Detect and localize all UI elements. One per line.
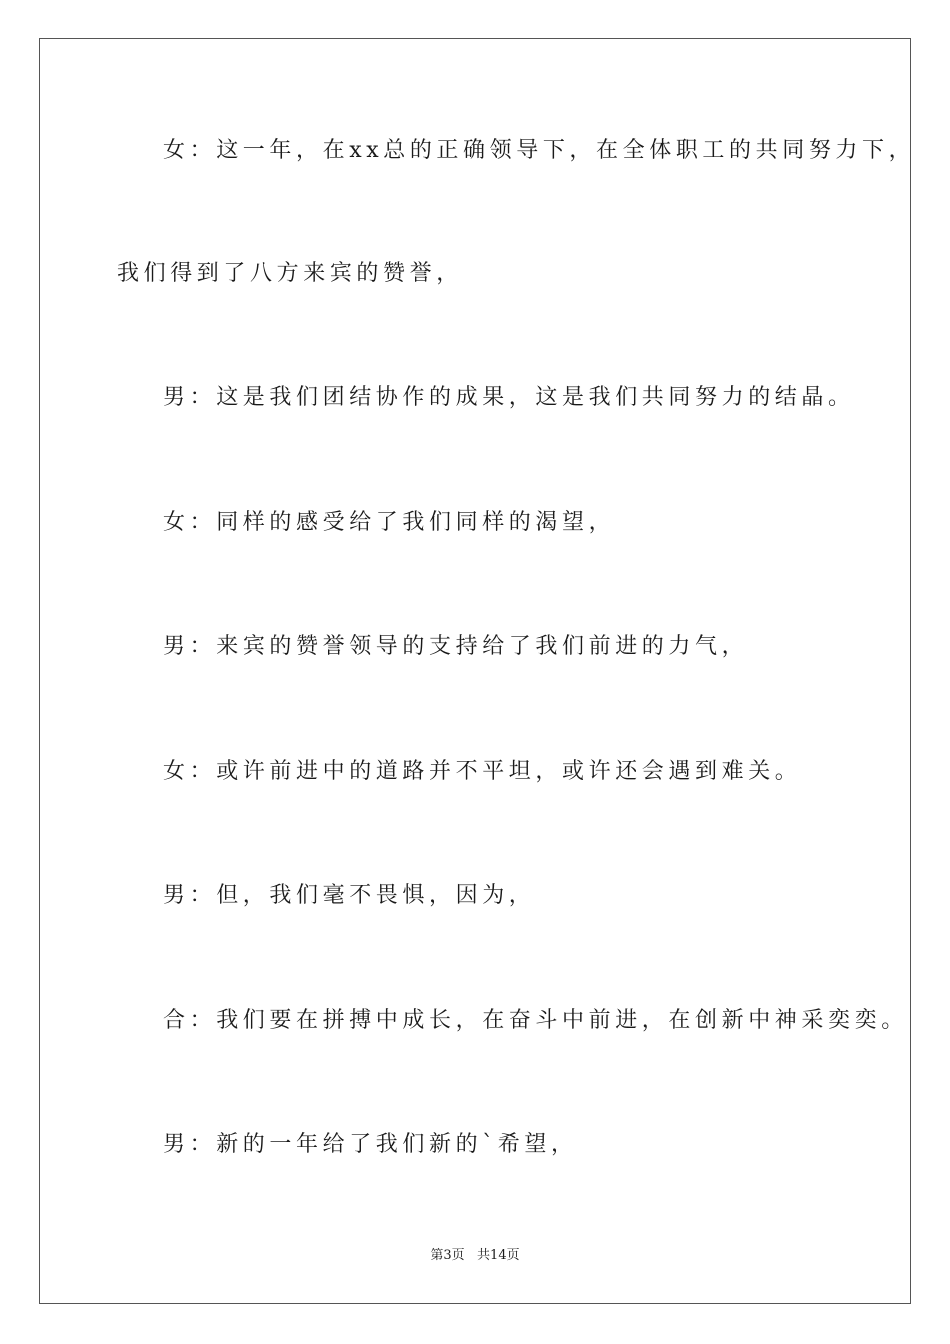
page-border	[39, 38, 911, 1304]
page-number-footer: 第3页 共14页	[430, 1248, 520, 1263]
paragraph-line-5: 男：来宾的赞誉领导的支持给了我们前进的力气，	[163, 634, 749, 659]
paragraph-line-9: 男：新的一年给了我们新的`希望，	[163, 1132, 578, 1157]
paragraph-line-1: 女：这一年，在xx总的正确领导下，在全体职工的共同努力下，	[163, 138, 916, 163]
paragraph-line-6: 女：或许前进中的道路并不平坦，或许还会遇到难关。	[163, 759, 802, 784]
paragraph-line-2: 我们得到了八方来宾的赞誉，	[117, 261, 463, 286]
paragraph-line-7: 男：但，我们毫不畏惧，因为，	[163, 883, 536, 908]
paragraph-line-4: 女：同样的感受给了我们同样的渴望，	[163, 510, 616, 535]
paragraph-line-8: 合：我们要在拼搏中成长，在奋斗中前进，在创新中神采奕奕。	[163, 1008, 908, 1033]
paragraph-line-3: 男：这是我们团结协作的成果，这是我们共同努力的结晶。	[163, 385, 855, 410]
